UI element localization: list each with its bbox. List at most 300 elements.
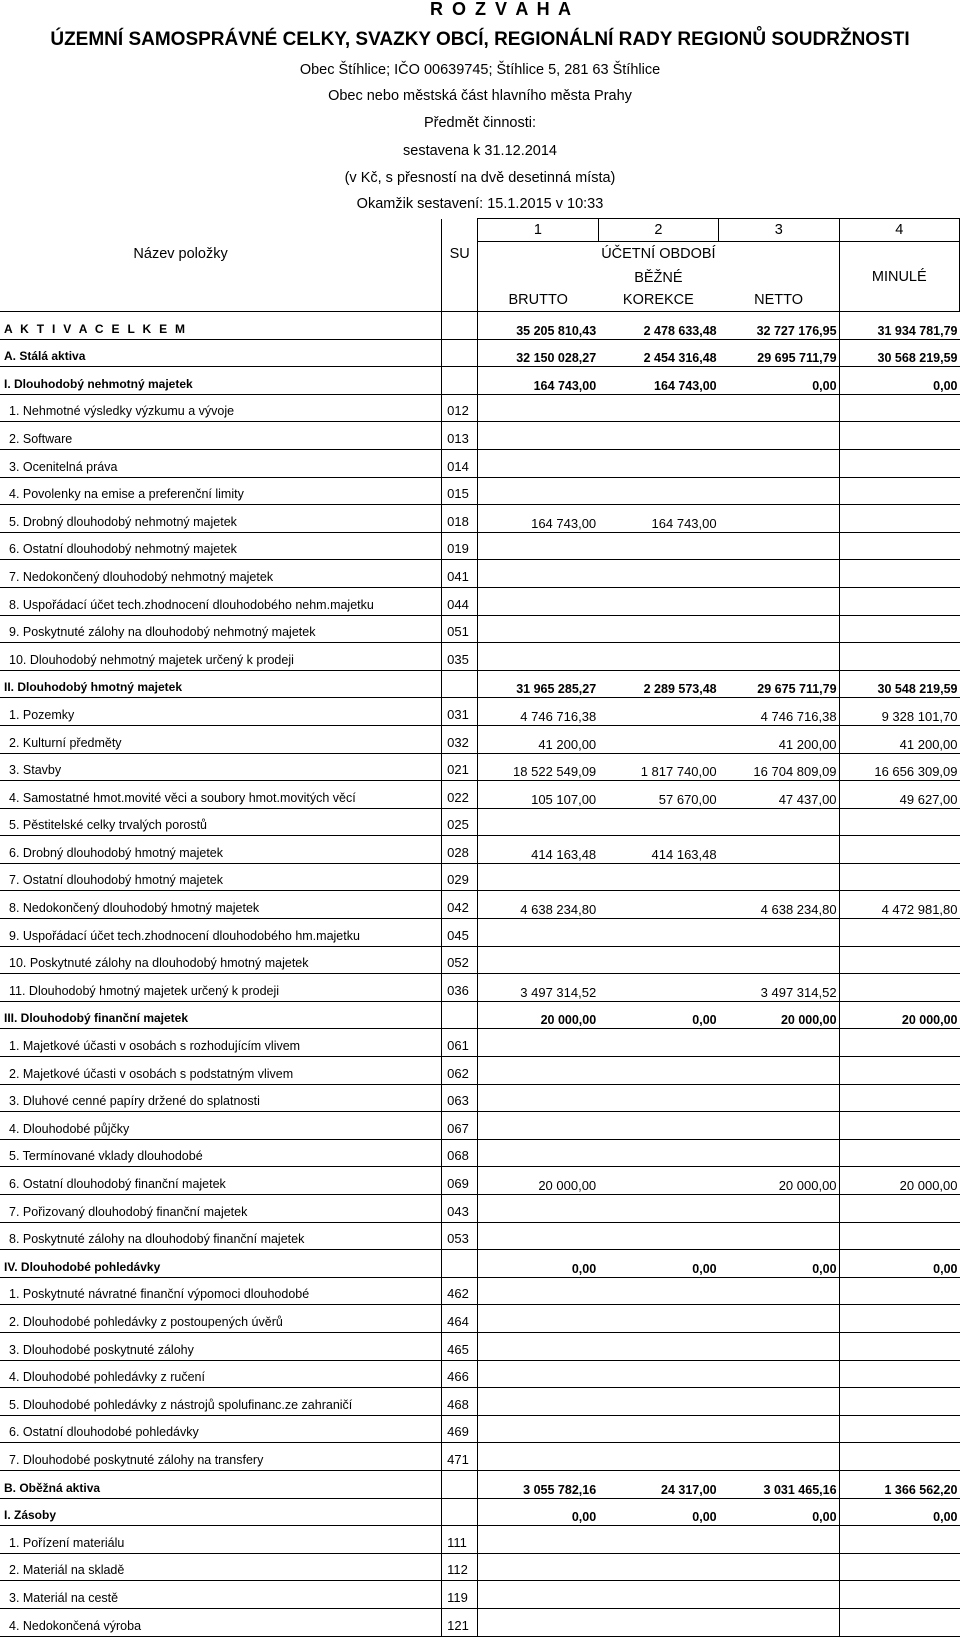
item-su [442, 312, 478, 340]
item-su: 119 [442, 1581, 478, 1609]
value-brutto [478, 1360, 598, 1388]
value-netto [719, 1553, 839, 1581]
value-netto: 4 638 234,80 [719, 891, 839, 919]
value-minule: 20 000,00 [839, 1001, 959, 1029]
value-minule: 49 627,00 [839, 781, 959, 809]
value-netto [719, 1195, 839, 1223]
item-name: 6. Drobný dlouhodobý hmotný majetek [0, 836, 442, 864]
item-su: 121 [442, 1608, 478, 1636]
value-korekce [598, 698, 718, 726]
item-name: 5. Dlouhodobé pohledávky z nástrojů spolufinanc.ze zahraničí [0, 1388, 442, 1416]
value-korekce [598, 1581, 718, 1609]
item-su: 036 [442, 974, 478, 1002]
section-row [0, 339, 960, 367]
value-korekce: 57 670,00 [598, 781, 718, 809]
value-minule [839, 560, 959, 588]
item-su: 464 [442, 1305, 478, 1333]
value-minule [839, 1443, 959, 1471]
value-minule [839, 863, 959, 891]
value-minule: 30 548 219,59 [839, 670, 959, 698]
value-minule [839, 1139, 959, 1167]
value-brutto [478, 643, 598, 671]
item-su: 021 [442, 753, 478, 781]
item-name: 1. Pořízení materiálu [0, 1526, 442, 1554]
item-su: 111 [442, 1526, 478, 1554]
item-name: 4. Povolenky na emise a preferenční limity [0, 477, 442, 505]
item-su [442, 670, 478, 698]
section-row [0, 1250, 960, 1278]
value-korekce [598, 1415, 718, 1443]
value-minule [839, 1112, 959, 1140]
item-su [442, 1001, 478, 1029]
value-brutto: 18 522 549,09 [478, 753, 598, 781]
value-netto: 20 000,00 [719, 1001, 839, 1029]
table-row [0, 1608, 960, 1636]
value-brutto [478, 449, 598, 477]
table-row [0, 615, 960, 643]
value-minule [839, 422, 959, 450]
item-name: 6. Ostatní dlouhodobý finanční majetek [0, 1167, 442, 1195]
item-name: 4. Samostatné hmot.movité věci a soubory hmot.movitých věcí [0, 781, 442, 809]
value-netto [719, 1360, 839, 1388]
value-brutto: 20 000,00 [478, 1001, 598, 1029]
value-netto [719, 1332, 839, 1360]
value-minule [839, 587, 959, 615]
value-korekce [598, 1139, 718, 1167]
item-su: 469 [442, 1415, 478, 1443]
value-netto [719, 836, 839, 864]
table-row [0, 505, 960, 533]
value-netto [719, 1112, 839, 1140]
item-name: III. Dlouhodobý finanční majetek [0, 1001, 442, 1029]
current-period-header: BĚŽNÉ [634, 269, 683, 286]
value-minule: 31 934 781,79 [839, 312, 959, 340]
value-netto [719, 1084, 839, 1112]
item-su: 029 [442, 863, 478, 891]
value-netto [719, 1222, 839, 1250]
item-name: 8. Nedokončený dlouhodobý hmotný majetek [0, 891, 442, 919]
value-brutto [478, 1388, 598, 1416]
value-minule [839, 1388, 959, 1416]
value-brutto [478, 1608, 598, 1636]
table-row [0, 946, 960, 974]
value-brutto [478, 532, 598, 560]
value-minule: 20 000,00 [839, 1167, 959, 1195]
item-name: 1. Poskytnuté návratné finanční výpomoci dlouhodobé [0, 1277, 442, 1305]
value-minule: 0,00 [839, 1250, 959, 1278]
value-minule [839, 1526, 959, 1554]
item-su: 013 [442, 422, 478, 450]
table-row [0, 1195, 960, 1223]
value-minule [839, 615, 959, 643]
value-minule: 41 200,00 [839, 725, 959, 753]
value-minule: 16 656 309,09 [839, 753, 959, 781]
value-netto: 0,00 [719, 1250, 839, 1278]
value-brutto: 414 163,48 [478, 836, 598, 864]
item-name: 9. Uspořádací účet tech.zhodnocení dlouhodobého hm.majetku [0, 919, 442, 947]
value-korekce [598, 1305, 718, 1333]
column-name-header: Název položky [133, 246, 228, 262]
table-row [0, 1388, 960, 1416]
value-brutto [478, 560, 598, 588]
table-row [0, 919, 960, 947]
item-su: 012 [442, 394, 478, 422]
value-korekce: 0,00 [598, 1498, 718, 1526]
item-su [442, 1250, 478, 1278]
value-korekce [598, 1029, 718, 1057]
item-name: 4. Nedokončená výroba [0, 1608, 442, 1636]
value-netto: 29 695 711,79 [719, 339, 839, 367]
netto-header: NETTO [719, 290, 839, 312]
value-korekce [598, 449, 718, 477]
value-korekce [598, 1553, 718, 1581]
item-su: 035 [442, 643, 478, 671]
value-minule [839, 1332, 959, 1360]
item-name: 5. Drobný dlouhodobý nehmotný majetek [0, 505, 442, 533]
value-brutto [478, 615, 598, 643]
value-brutto: 20 000,00 [478, 1167, 598, 1195]
item-su: 112 [442, 1553, 478, 1581]
item-name: 3. Stavby [0, 753, 442, 781]
item-name: 2. Majetkové účasti v osobách s podstatným vlivem [0, 1057, 442, 1085]
value-korekce: 164 743,00 [598, 505, 718, 533]
item-name: 1. Nehmotné výsledky výzkumu a vývoje [0, 394, 442, 422]
item-su: 465 [442, 1332, 478, 1360]
value-brutto [478, 1139, 598, 1167]
item-su: 051 [442, 615, 478, 643]
item-su: 043 [442, 1195, 478, 1223]
item-su: 018 [442, 505, 478, 533]
value-brutto: 3 497 314,52 [478, 974, 598, 1002]
item-su: 067 [442, 1112, 478, 1140]
value-minule [839, 1553, 959, 1581]
value-netto [719, 1415, 839, 1443]
item-su: 019 [442, 532, 478, 560]
value-minule [839, 505, 959, 533]
value-minule [839, 1057, 959, 1085]
value-netto [719, 615, 839, 643]
value-netto [719, 1139, 839, 1167]
table-header [0, 219, 960, 312]
value-korekce [598, 725, 718, 753]
value-netto [719, 946, 839, 974]
item-su: 062 [442, 1057, 478, 1085]
value-minule: 0,00 [839, 367, 959, 395]
value-netto: 47 437,00 [719, 781, 839, 809]
item-su: 052 [442, 946, 478, 974]
value-brutto: 31 965 285,27 [478, 670, 598, 698]
item-name: 7. Nedokončený dlouhodobý nehmotný majetek [0, 560, 442, 588]
item-name: 3. Dlouhodobé poskytnuté zálohy [0, 1332, 442, 1360]
value-netto [719, 1057, 839, 1085]
document-title: R O Z V A H A [430, 0, 573, 19]
report-date-line: sestavena k 31.12.2014 [403, 143, 557, 159]
value-brutto: 41 200,00 [478, 725, 598, 753]
value-minule [839, 1305, 959, 1333]
table-row [0, 1553, 960, 1581]
table-row [0, 863, 960, 891]
value-korekce [598, 394, 718, 422]
value-netto [719, 505, 839, 533]
value-netto: 20 000,00 [719, 1167, 839, 1195]
value-korekce [598, 1608, 718, 1636]
value-brutto [478, 394, 598, 422]
value-netto [719, 863, 839, 891]
brutto-header: BRUTTO [478, 290, 598, 312]
value-brutto [478, 422, 598, 450]
value-minule: 30 568 219,59 [839, 339, 959, 367]
item-su: 053 [442, 1222, 478, 1250]
section-row [0, 1498, 960, 1526]
value-korekce [598, 1360, 718, 1388]
previous-period-header: MINULÉ [839, 242, 959, 312]
table-row [0, 1415, 960, 1443]
column-su-header: SU [442, 219, 478, 290]
value-korekce [598, 1277, 718, 1305]
value-minule [839, 1581, 959, 1609]
table-row [0, 422, 960, 450]
value-korekce [598, 1332, 718, 1360]
value-minule [839, 1415, 959, 1443]
value-netto [719, 1608, 839, 1636]
value-brutto [478, 863, 598, 891]
value-korekce [598, 422, 718, 450]
value-korekce [598, 863, 718, 891]
value-netto [719, 449, 839, 477]
value-netto [719, 394, 839, 422]
value-netto [719, 477, 839, 505]
value-brutto: 164 743,00 [478, 505, 598, 533]
value-brutto [478, 808, 598, 836]
value-korekce [598, 1084, 718, 1112]
value-brutto [478, 1415, 598, 1443]
item-su: 045 [442, 919, 478, 947]
value-korekce: 2 289 573,48 [598, 670, 718, 698]
item-su: 462 [442, 1277, 478, 1305]
table-row [0, 449, 960, 477]
item-su: 466 [442, 1360, 478, 1388]
value-netto [719, 1443, 839, 1471]
value-netto: 4 746 716,38 [719, 698, 839, 726]
item-name: 5. Termínované vklady dlouhodobé [0, 1139, 442, 1167]
value-brutto: 4 746 716,38 [478, 698, 598, 726]
value-korekce: 1 817 740,00 [598, 753, 718, 781]
korekce-header: KOREKCE [598, 290, 718, 312]
item-name: 2. Dlouhodobé pohledávky z postoupených úvěrů [0, 1305, 442, 1333]
value-netto [719, 1581, 839, 1609]
value-brutto [478, 919, 598, 947]
value-brutto [478, 1084, 598, 1112]
item-name: 6. Ostatní dlouhodobé pohledávky [0, 1415, 442, 1443]
table-row [0, 808, 960, 836]
value-brutto [478, 1526, 598, 1554]
value-korekce [598, 477, 718, 505]
item-name: 7. Dlouhodobé poskytnuté zálohy na transfery [0, 1443, 442, 1471]
table-row [0, 1167, 960, 1195]
value-korekce [598, 919, 718, 947]
item-name: 2. Materiál na skladě [0, 1553, 442, 1581]
item-su: 471 [442, 1443, 478, 1471]
value-netto [719, 1029, 839, 1057]
value-netto: 3 497 314,52 [719, 974, 839, 1002]
value-netto [719, 422, 839, 450]
value-brutto: 35 205 810,43 [478, 312, 598, 340]
compiled-at-line: Okamžik sestavení: 15.1.2015 v 10:33 [356, 196, 604, 212]
value-minule [839, 919, 959, 947]
item-su: 025 [442, 808, 478, 836]
item-su: 041 [442, 560, 478, 588]
value-minule [839, 836, 959, 864]
value-korekce [598, 1057, 718, 1085]
table-row [0, 1581, 960, 1609]
item-su [442, 367, 478, 395]
value-netto: 29 675 711,79 [719, 670, 839, 698]
value-korekce [598, 891, 718, 919]
value-korekce [598, 1526, 718, 1554]
value-minule [839, 808, 959, 836]
item-name: A. Stálá aktiva [0, 339, 442, 367]
item-name: 5. Pěstitelské celky trvalých porostů [0, 808, 442, 836]
value-korekce [598, 974, 718, 1002]
value-netto [719, 1277, 839, 1305]
item-name: 8. Uspořádací účet tech.zhodnocení dlouhodobého nehm.majetku [0, 587, 442, 615]
value-korekce [598, 946, 718, 974]
value-netto: 16 704 809,09 [719, 753, 839, 781]
value-brutto: 0,00 [478, 1250, 598, 1278]
item-su: 042 [442, 891, 478, 919]
value-minule: 9 328 101,70 [839, 698, 959, 726]
value-brutto: 164 743,00 [478, 367, 598, 395]
item-name: 9. Poskytnuté zálohy na dlouhodobý nehmotný majetek [0, 615, 442, 643]
value-korekce [598, 1195, 718, 1223]
table-row [0, 753, 960, 781]
table-row [0, 1084, 960, 1112]
table-row [0, 1222, 960, 1250]
value-minule [839, 449, 959, 477]
value-netto [719, 1388, 839, 1416]
table-row [0, 532, 960, 560]
table-row [0, 1332, 960, 1360]
value-minule [839, 1222, 959, 1250]
item-su [442, 1498, 478, 1526]
value-korekce [598, 1388, 718, 1416]
table-row [0, 1112, 960, 1140]
document-subtitle: ÚZEMNÍ SAMOSPRÁVNÉ CELKY, SVAZKY OBCÍ, REGIONÁLNÍ RADY REGIONŮ SOUDRŽNOSTI [50, 29, 910, 50]
value-korekce [598, 615, 718, 643]
value-netto [719, 643, 839, 671]
value-korekce: 24 317,00 [598, 1470, 718, 1498]
item-name: A K T I V A C E L K E M [0, 312, 442, 340]
table-row [0, 836, 960, 864]
value-minule [839, 1195, 959, 1223]
value-brutto [478, 1332, 598, 1360]
value-netto: 0,00 [719, 367, 839, 395]
value-korekce [598, 560, 718, 588]
organization-line: Obec Štíhlice; IČO 00639745; Štíhlice 5, 281 63 Štíhlice [299, 62, 661, 78]
value-netto [719, 919, 839, 947]
value-netto [719, 587, 839, 615]
table-row [0, 1305, 960, 1333]
value-brutto [478, 477, 598, 505]
value-netto [719, 560, 839, 588]
value-brutto [478, 1553, 598, 1581]
column-number-1: 1 [478, 219, 598, 242]
item-su: 015 [442, 477, 478, 505]
value-netto [719, 1526, 839, 1554]
value-brutto: 32 150 028,27 [478, 339, 598, 367]
item-su: 061 [442, 1029, 478, 1057]
item-su [442, 1470, 478, 1498]
value-minule: 0,00 [839, 1498, 959, 1526]
section-row [0, 1470, 960, 1498]
value-netto: 41 200,00 [719, 725, 839, 753]
value-minule [839, 1277, 959, 1305]
column-number-3: 3 [719, 219, 839, 242]
value-brutto [478, 1112, 598, 1140]
value-korekce [598, 1222, 718, 1250]
value-netto: 32 727 176,95 [719, 312, 839, 340]
table-row [0, 698, 960, 726]
item-su: 028 [442, 836, 478, 864]
value-korekce [598, 808, 718, 836]
value-minule: 4 472 981,80 [839, 891, 959, 919]
item-su: 044 [442, 587, 478, 615]
item-name: I. Zásoby [0, 1498, 442, 1526]
item-name: 2. Kulturní předměty [0, 725, 442, 753]
item-name: 4. Dlouhodobé pohledávky z ručení [0, 1360, 442, 1388]
item-su [442, 339, 478, 367]
value-minule [839, 394, 959, 422]
table-row [0, 394, 960, 422]
value-brutto: 3 055 782,16 [478, 1470, 598, 1498]
item-name: IV. Dlouhodobé pohledávky [0, 1250, 442, 1278]
item-su: 068 [442, 1139, 478, 1167]
item-name: 8. Poskytnuté zálohy na dlouhodobý finanční majetek [0, 1222, 442, 1250]
value-minule [839, 946, 959, 974]
item-su: 069 [442, 1167, 478, 1195]
value-brutto [478, 1443, 598, 1471]
value-korekce [598, 532, 718, 560]
item-su: 468 [442, 1388, 478, 1416]
item-name: 4. Dlouhodobé půjčky [0, 1112, 442, 1140]
section-row [0, 1001, 960, 1029]
value-korekce [598, 1112, 718, 1140]
value-brutto [478, 1029, 598, 1057]
value-korekce [598, 1443, 718, 1471]
value-brutto [478, 1195, 598, 1223]
item-name: 7. Ostatní dlouhodobý hmotný majetek [0, 863, 442, 891]
table-row [0, 1360, 960, 1388]
value-minule [839, 1084, 959, 1112]
item-name: B. Oběžná aktiva [0, 1470, 442, 1498]
table-row [0, 1029, 960, 1057]
item-name: I. Dlouhodobý nehmotný majetek [0, 367, 442, 395]
value-brutto: 0,00 [478, 1498, 598, 1526]
value-brutto [478, 1305, 598, 1333]
value-minule [839, 974, 959, 1002]
item-name: 6. Ostatní dlouhodobý nehmotný majetek [0, 532, 442, 560]
value-minule [839, 1608, 959, 1636]
value-brutto [478, 946, 598, 974]
table-row [0, 643, 960, 671]
table-row [0, 1057, 960, 1085]
column-number-2: 2 [598, 219, 718, 242]
table-row [0, 587, 960, 615]
item-name: 7. Pořizovaný dlouhodobý finanční majetek [0, 1195, 442, 1223]
value-brutto [478, 587, 598, 615]
value-brutto [478, 1222, 598, 1250]
table-row [0, 1277, 960, 1305]
